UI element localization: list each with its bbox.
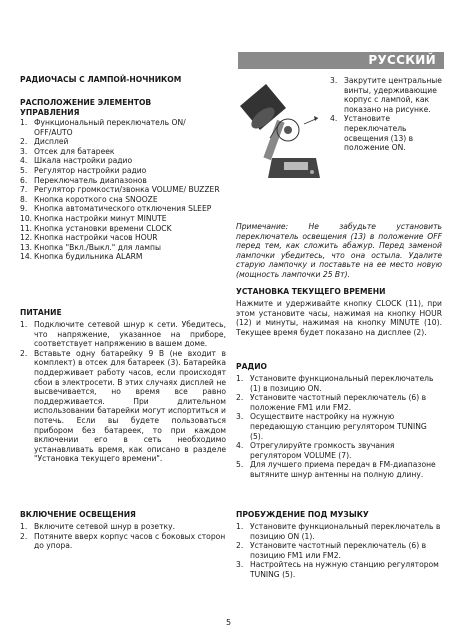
list-item: 3. Закрутите центральные винты, удерживающие корпус с лампой, как показано на рисунке. [330, 76, 442, 114]
radio-list [236, 374, 442, 480]
lamp-illustration [230, 78, 324, 188]
list-item: 2. Установите частотный переключатель (6) в положение FM1 или FM2. [236, 393, 427, 412]
list-item: 5. Для лучшего приема передач в FM-диапазоне вытяните шнур антенны на полную длину. [236, 460, 436, 479]
list-item: 9. Кнопка автоматического отключения SLEEP [20, 204, 212, 214]
list-item: 14. Кнопка будильника ALARM [20, 252, 143, 262]
time-paragraph: Нажмите и удерживайте кнопку CLOCK (11), при этом установите часы, нажимая на кнопку HOUR (12) и минуты, нажимая на кнопку MINUTE (10). Текущее время будет показано на дисплее (2). [236, 299, 442, 337]
power-list [20, 320, 226, 464]
lamp-list [20, 522, 226, 551]
language-label: РУССКИЙ [368, 53, 436, 67]
list-item: 4. Отрегулируйте громкость звучания регулятором VOLUME (7). [236, 441, 395, 460]
list-item: 1. Подключите сетевой шнур к сети. Убедитесь, что напряжение, указанное на приборе, соответствует напряжению в вашем доме. [20, 320, 226, 349]
list-item: 4. Установите переключатель освещения (13) в положение ON. [330, 114, 414, 153]
music-heading: ПРОБУЖДЕНИЕ ПОД МУЗЫКУ [236, 510, 369, 519]
list-item: 2. Дисплей [20, 137, 69, 147]
lamp-continued-list [330, 76, 442, 153]
time-heading: УСТАНОВКА ТЕКУЩЕГО ВРЕМЕНИ [236, 287, 386, 296]
list-item: 5. Регулятор настройки радио [20, 165, 147, 175]
page-number: 5 [226, 618, 232, 627]
list-item: 2. Потяните вверх корпус часов с боковых сторон до упора. [20, 531, 226, 551]
layout-heading [20, 98, 226, 117]
power-heading: ПИТАНИЕ [20, 308, 62, 317]
list-item: 1. Установите функциональный переключатель в позицию ON (1). [236, 522, 441, 541]
music-list [236, 522, 442, 580]
list-item: 2. Установите частотный переключатель (6) в позицию FM1 или FM2. [236, 541, 427, 560]
list-item: 1. Включите сетевой шнур в розетку. [20, 522, 176, 531]
layout-heading-line-2: УПРАВЛЕНИЯ [20, 107, 80, 117]
list-item: 11. Кнопка установки времени CLOCK [20, 223, 172, 233]
note-paragraph: Примечание: Не забудьте установить переключатель освещения (13) в положение OFF перед тем, как сложить абажур. Перед заменой лампочки убедитесь, что она остыла. Удалите старую лампочку и поставьте на ее место новую (мощность лампочки 25 Вт). [236, 222, 442, 279]
list-item: 4. Шкала настройки радио [20, 156, 133, 166]
list-item: 2. Вставьте одну батарейку 9 В (не входит в комплект) в отсек для батареек (3). Батарейка поддерживает работу часов, если происходят сбои в электросети. В этих случаях дисплей не высвечивается, но время все равно поддерживается. При длительном использовании батарейки могут испортиться и потечь. Если вы будете пользоваться прибором без батареек, то при каждом включении его в сеть необходимо устанавливать время, как описано в разделе "Установка текущего времени". [20, 348, 226, 464]
layout-heading-line-1: РАСПОЛОЖЕНИЕ ЭЛЕМЕНТОВ [20, 98, 152, 107]
language-banner [238, 52, 444, 69]
list-item: 13. Кнопка "Вкл./Выкл." для лампы [20, 242, 161, 252]
list-item: 1. Функциональный переключатель ON/ OFF/AUTO [20, 118, 186, 137]
list-item: 12. Кнопка настройки часов HOUR [20, 233, 158, 243]
list-item: 8. Кнопка короткого сна SNOOZE [20, 194, 158, 204]
radio-heading: РАДИО [236, 362, 268, 371]
list-item: 6. Переключатель диапазонов [20, 175, 147, 185]
list-item: 1. Установите функциональный переключатель (1) в позицию ON. [236, 374, 434, 393]
list-item: 7. Регулятор громкости/звонка VOLUME/ BUZZER [20, 185, 220, 195]
list-item: 3. Осуществите настройку на нужную передающую станцию регулятором TUNING (5). [236, 412, 427, 441]
list-item: 10. Кнопка настройки минут MINUTE [20, 213, 167, 223]
controls-list [20, 118, 226, 262]
list-item: 3. Настройтесь на нужную станцию регулятором TUNING (5). [236, 560, 439, 579]
lamp-heading: ВКЛЮЧЕНИЕ ОСВЕЩЕНИЯ [20, 510, 136, 519]
list-item: 3. Отсек для батареек [20, 146, 115, 156]
page-title: РАДИОЧАСЫ С ЛАМПОЙ-НОЧНИКОМ [20, 75, 182, 84]
